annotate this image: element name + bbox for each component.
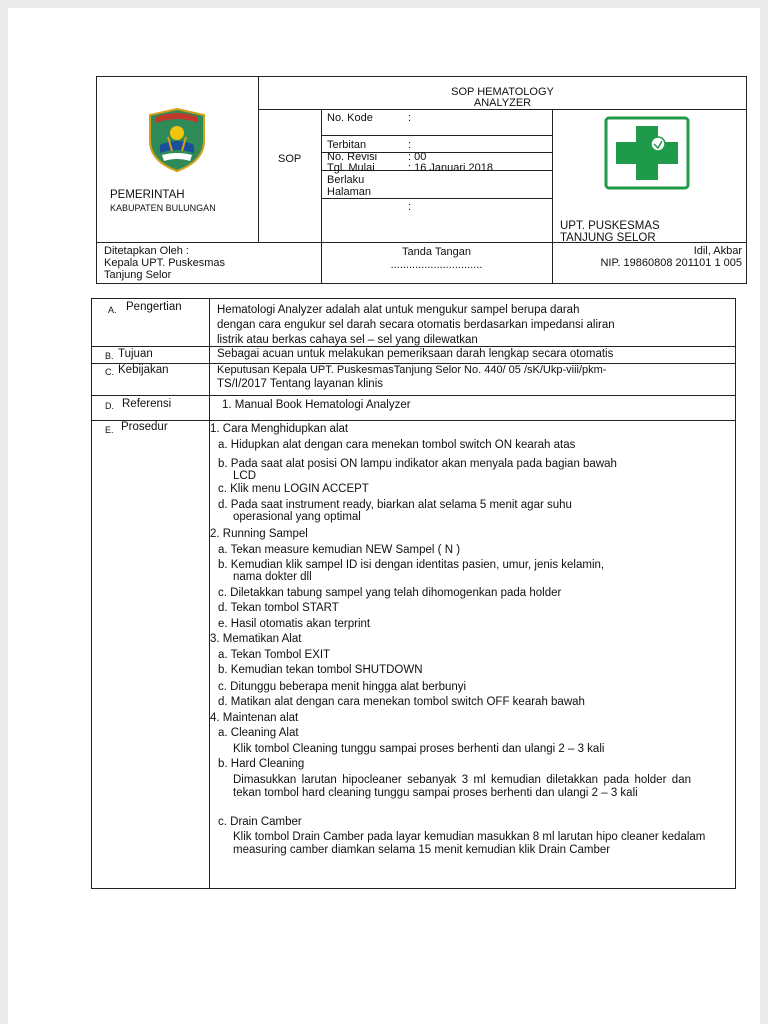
- prosedur-s2-title: 2. Running Sampel: [210, 528, 308, 540]
- marker-tujuan: B.: [105, 351, 114, 361]
- prosedur-s3-title: 3. Mematikan Alat: [210, 633, 302, 645]
- prosedur-s1-d1: d. Pada saat instrument ready, biarkan alat selama 5 menit agar suhu: [218, 499, 572, 511]
- prosedur-s2-a: a. Tekan measure kemudian NEW Sampel ( N ): [218, 544, 461, 556]
- prosedur-s4-title: 4. Maintenan alat: [210, 712, 299, 724]
- halaman-label: Halaman: [327, 186, 372, 198]
- pengertian-line3: listrik atau berkas cahaya sel – sel yang dilewatkan: [217, 334, 478, 346]
- title-line1: SOP HEMATOLOGY: [451, 86, 554, 98]
- prosedur-s3-b: b. Kemudian tekan tombol SHUTDOWN: [218, 664, 423, 676]
- label-prosedur: Prosedur: [121, 421, 168, 433]
- pengertian-line2: dengan cara engukur sel darah secara otomatis berdasarkan impedansi aliran: [217, 319, 615, 331]
- label-tujuan: Tujuan: [118, 348, 153, 360]
- gov-name-line1: PEMERINTAH: [110, 189, 185, 201]
- marker-kebijakan: C.: [105, 367, 114, 377]
- tujuan-text: Sebagai acuan untuk melakukan pemeriksaan darah lengkap secara otomatis: [217, 348, 614, 360]
- prosedur-s2-d: d. Tekan tombol START: [218, 602, 339, 614]
- prosedur-s4-c: c. Drain Camber: [218, 816, 302, 828]
- kebijakan-line2: TS/I/2017 Tentang layanan klinis: [217, 378, 384, 390]
- tgl-mulai-value: : 16 Januari 2018: [408, 162, 494, 174]
- prosedur-s1-b2: LCD: [233, 470, 257, 482]
- marker-referensi: D.: [105, 401, 114, 411]
- tgl-mulai-label: Tgl. Mulai: [327, 162, 375, 174]
- kebijakan-line1: Keputusan Kepala UPT. PuskesmasTanjung Selor No. 440/ 05 /sK/Ukp-viii/pkm-: [217, 364, 607, 376]
- org-name-line2: TANJUNG SELOR: [560, 232, 656, 244]
- signer-nip: NIP. 19860808 201101 1 005: [600, 257, 742, 269]
- prosedur-s1-a: a. Hidupkan alat dengan cara menekan tombol switch ON kearah atas: [218, 439, 576, 451]
- ditetapkan-line2: Kepala UPT. Puskesmas: [104, 257, 226, 269]
- revisi-label: No. Revisi: [327, 151, 378, 163]
- revisi-value: : 00: [408, 151, 427, 163]
- ditetapkan-line3: Tanjung Selor: [104, 269, 172, 281]
- document-page: [8, 8, 760, 1024]
- prosedur-s4-c-text: Klik tombol Drain Camber pada layar kemudian masukkan 8 ml larutan hipo cleaner kedalam measuring camber diamkan selama 15 menit kemudian klik Drain Camber: [233, 831, 706, 856]
- kode-separator: :: [408, 112, 412, 124]
- prosedur-s2-c: c. Diletakkan tabung sampel yang telah dihomogenkan pada holder: [218, 587, 562, 599]
- tanda-tangan-dots: ..............................: [390, 259, 483, 271]
- kode-label: No. Kode: [327, 112, 373, 124]
- prosedur-s4-b: b. Hard Cleaning: [218, 758, 305, 770]
- prosedur-s2-b2: nama dokter dll: [233, 571, 312, 583]
- prosedur-s2-b1: b. Kemudian klik sampel ID isi dengan identitas pasien, umur, jenis kelamin,: [218, 559, 605, 571]
- sop-label: SOP: [278, 153, 302, 165]
- halaman-separator: :: [408, 201, 412, 213]
- gov-name-line2: KABUPATEN BULUNGAN: [110, 203, 216, 213]
- green-cross-icon: [604, 116, 690, 190]
- pengertian-line1: Hematologi Analyzer adalah alat untuk mengukur sampel berupa darah: [217, 304, 580, 316]
- prosedur-s2-e: e. Hasil otomatis akan terprint: [218, 618, 371, 630]
- signer-name: Idil, Akbar: [693, 245, 742, 257]
- ditetapkan-line1: Ditetapkan Oleh :: [104, 245, 189, 257]
- prosedur-s1-b1: b. Pada saat alat posisi ON lampu indikator akan menyala pada bagian bawah: [218, 458, 617, 470]
- tanda-tangan-label: Tanda Tangan: [402, 246, 471, 258]
- terbitan-separator: :: [408, 139, 412, 151]
- label-referensi: Referensi: [122, 398, 172, 410]
- prosedur-s1-title: 1. Cara Menghidupkan alat: [210, 423, 349, 435]
- prosedur-s4-b-text: Dimasukkan larutan hipocleaner sebanyak 3 ml kemudian diletakkan pada holder dan tekan tombol hard cleaning tunggu sampai proses berhenti dan ulangi 2 – 3 kali: [233, 774, 691, 799]
- title-line2: ANALYZER: [473, 97, 532, 109]
- prosedur-s3-c: c. Ditunggu beberapa menit hingga alat berbunyi: [218, 681, 467, 693]
- prosedur-s1-d2: operasional yang optimal: [233, 511, 361, 523]
- referensi-text: 1. Manual Book Hematologi Analyzer: [222, 399, 411, 411]
- prosedur-s4-a-text: Klik tombol Cleaning tunggu sampai proses berhenti dan ulangi 2 – 3 kali: [233, 743, 605, 755]
- marker-pengertian: A.: [108, 305, 117, 315]
- prosedur-s4-a: a. Cleaning Alat: [218, 727, 299, 739]
- terbitan-label: Terbitan: [327, 139, 367, 151]
- prosedur-s1-c: c. Klik menu LOGIN ACCEPT: [218, 483, 369, 495]
- prosedur-s3-d: d. Matikan alat dengan cara menekan tombol switch OFF kearah bawah: [218, 696, 585, 708]
- org-name-line1: UPT. PUSKESMAS: [560, 220, 660, 232]
- berlaku-label: Berlaku: [327, 174, 365, 186]
- label-pengertian: Pengertian: [126, 301, 182, 313]
- bulungan-crest-icon: [142, 107, 212, 173]
- marker-prosedur: E.: [105, 425, 114, 435]
- prosedur-s3-a: a. Tekan Tombol EXIT: [218, 649, 331, 661]
- label-kebijakan: Kebijakan: [118, 364, 169, 376]
